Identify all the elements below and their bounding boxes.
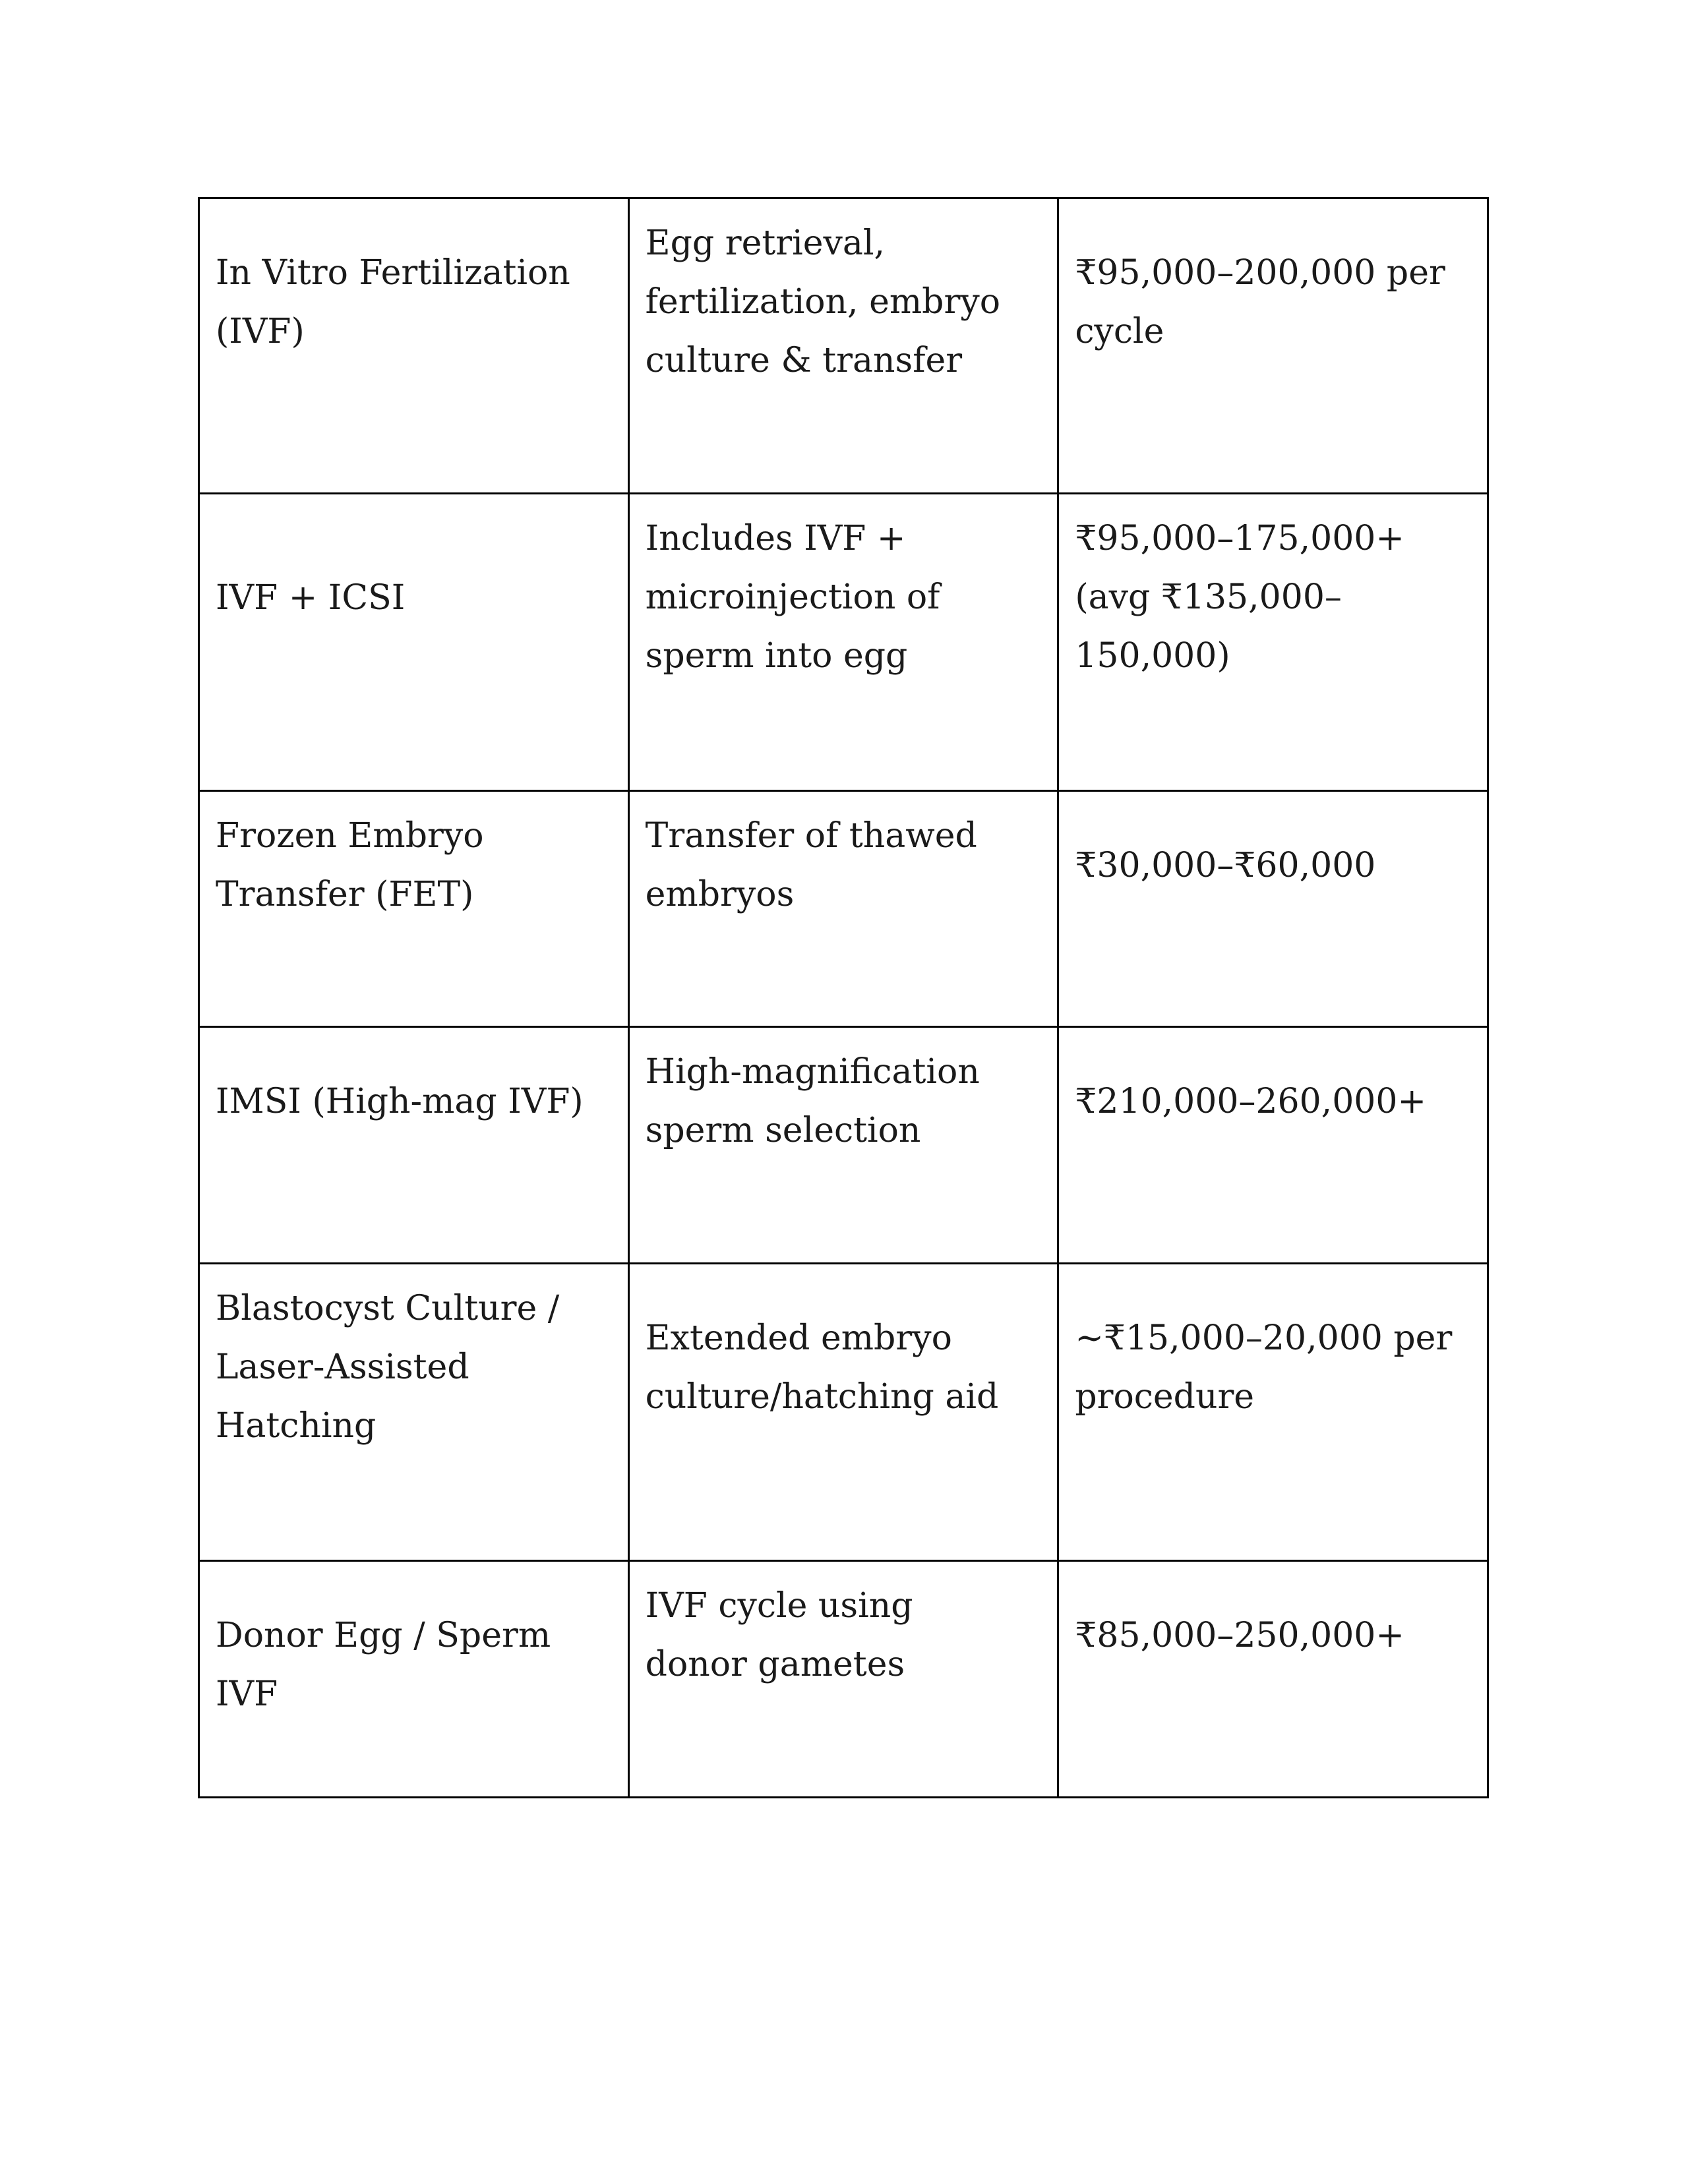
treatment-cell — [199, 791, 629, 1027]
cost-cell — [1058, 1561, 1488, 1798]
table-row — [199, 198, 1488, 494]
description-cell — [628, 1264, 1058, 1561]
treatment-name: In Vitro Fertilization (IVF) — [216, 253, 570, 351]
treatment-name: IMSI (High-mag IVF) — [216, 1082, 584, 1121]
treatment-cost: ₹95,000–200,000 per cycle — [1075, 253, 1445, 351]
treatment-cell — [199, 1264, 629, 1561]
table-row — [199, 791, 1488, 1027]
cost-cell — [1058, 791, 1488, 1027]
treatment-description: High-magnification sperm selection — [645, 1052, 980, 1150]
cost-cell — [1058, 1027, 1488, 1264]
cost-cell — [1058, 1264, 1488, 1561]
treatment-description: Transfer of thawed embryos — [645, 816, 977, 914]
treatment-name: Blastocyst Culture / Laser-Assisted Hatching — [216, 1289, 560, 1446]
treatment-cost: ₹95,000–175,000+ (avg ₹135,000–150,000) — [1075, 519, 1404, 676]
description-cell — [628, 791, 1058, 1027]
table-row — [199, 1561, 1488, 1798]
description-cell — [628, 1561, 1058, 1798]
treatment-description: IVF cycle using donor gametes — [645, 1586, 913, 1684]
treatment-name: Donor Egg / Sperm IVF — [216, 1616, 551, 1714]
treatment-description: Extended embryo culture/hatching aid — [645, 1318, 999, 1417]
treatment-cell — [199, 1561, 629, 1798]
treatment-cost-table — [198, 197, 1489, 1798]
treatment-name: Frozen Embryo Transfer (FET) — [216, 816, 484, 914]
cost-cell — [1058, 198, 1488, 494]
treatment-description: Includes IVF + microinjection of sperm into egg — [645, 519, 940, 676]
treatment-cell — [199, 494, 629, 791]
treatment-cost-table-container — [198, 197, 1487, 1798]
treatment-name: IVF + ICSI — [216, 578, 406, 618]
cost-cell — [1058, 494, 1488, 791]
treatment-cost: ₹85,000–250,000+ — [1075, 1616, 1404, 1655]
table-row — [199, 494, 1488, 791]
treatment-description: Egg retrieval, fertilization, embryo culture & transfer — [645, 223, 1001, 380]
treatment-cost: ₹210,000–260,000+ — [1075, 1082, 1427, 1121]
table-row — [199, 1027, 1488, 1264]
treatment-cost: ~₹15,000–20,000 per procedure — [1075, 1318, 1453, 1417]
table-row — [199, 1264, 1488, 1561]
treatment-cell — [199, 1027, 629, 1264]
description-cell — [628, 1027, 1058, 1264]
treatment-cell — [199, 198, 629, 494]
description-cell — [628, 198, 1058, 494]
description-cell — [628, 494, 1058, 791]
treatment-cost: ₹30,000–₹60,000 — [1075, 846, 1376, 885]
